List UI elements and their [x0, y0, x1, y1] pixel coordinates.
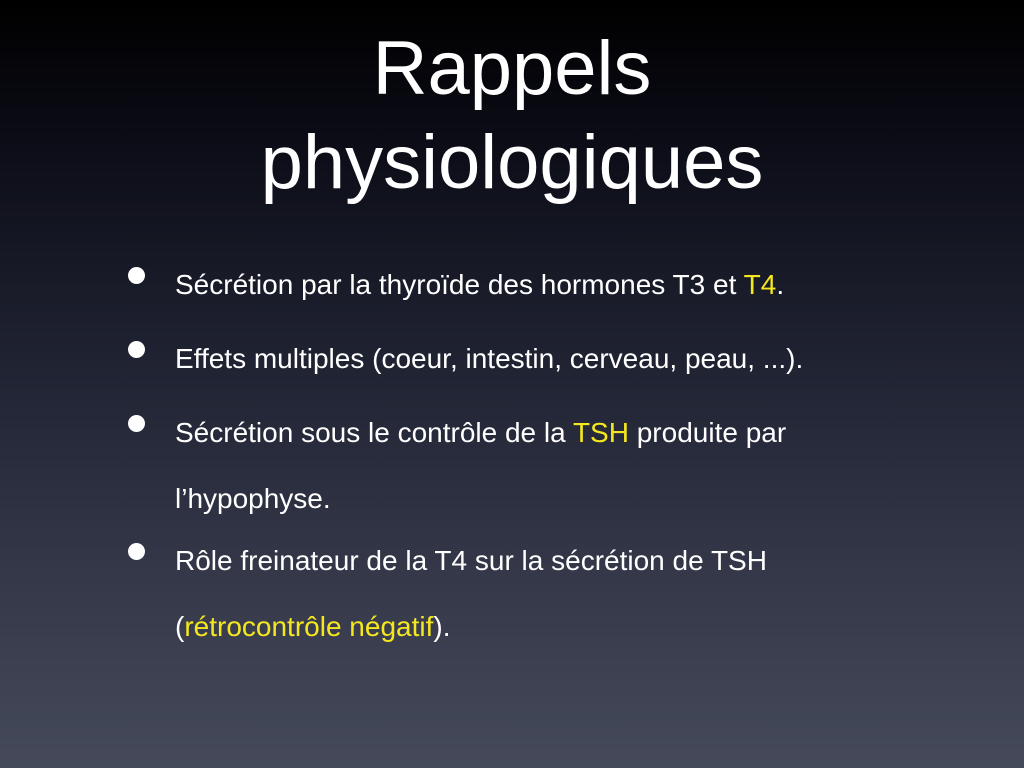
- title-line-1: Rappels: [372, 26, 652, 111]
- bullet-dot-icon: [128, 341, 145, 358]
- bullet-4-highlight: rétrocontrôle négatif: [184, 611, 434, 642]
- bullet-1-text: Sécrétion par la thyroïde des hormones T3 et: [175, 269, 744, 300]
- bullet-3-line-2: l’hypophyse.: [175, 483, 331, 514]
- title-line-2: physiologiques: [260, 120, 764, 205]
- bullet-3-end: produite par: [628, 417, 787, 448]
- bullet-text-1: [175, 252, 975, 318]
- bullet-text-4: [175, 528, 975, 660]
- bullet-text-3: [175, 400, 975, 532]
- bullet-dot-icon: [128, 415, 145, 432]
- bullet-3-highlight: TSH: [572, 417, 629, 448]
- bullet-1-highlight: T4: [743, 269, 777, 300]
- bullet-dot-icon: [128, 543, 145, 560]
- bullet-1-end: .: [776, 269, 785, 300]
- bullet-text-2: Effets multiples (coeur, intestin, cerveau, peau, ...).: [175, 343, 804, 374]
- bullet-4-end: ).: [433, 611, 451, 642]
- bullet-4-line-1: Rôle freinateur de la T4 sur la sécrétion de TSH: [175, 545, 767, 576]
- bullet-3-text: Sécrétion sous le contrôle de la: [175, 417, 573, 448]
- bullet-dot-icon: [128, 267, 145, 284]
- bullet-4-open: (: [175, 611, 185, 642]
